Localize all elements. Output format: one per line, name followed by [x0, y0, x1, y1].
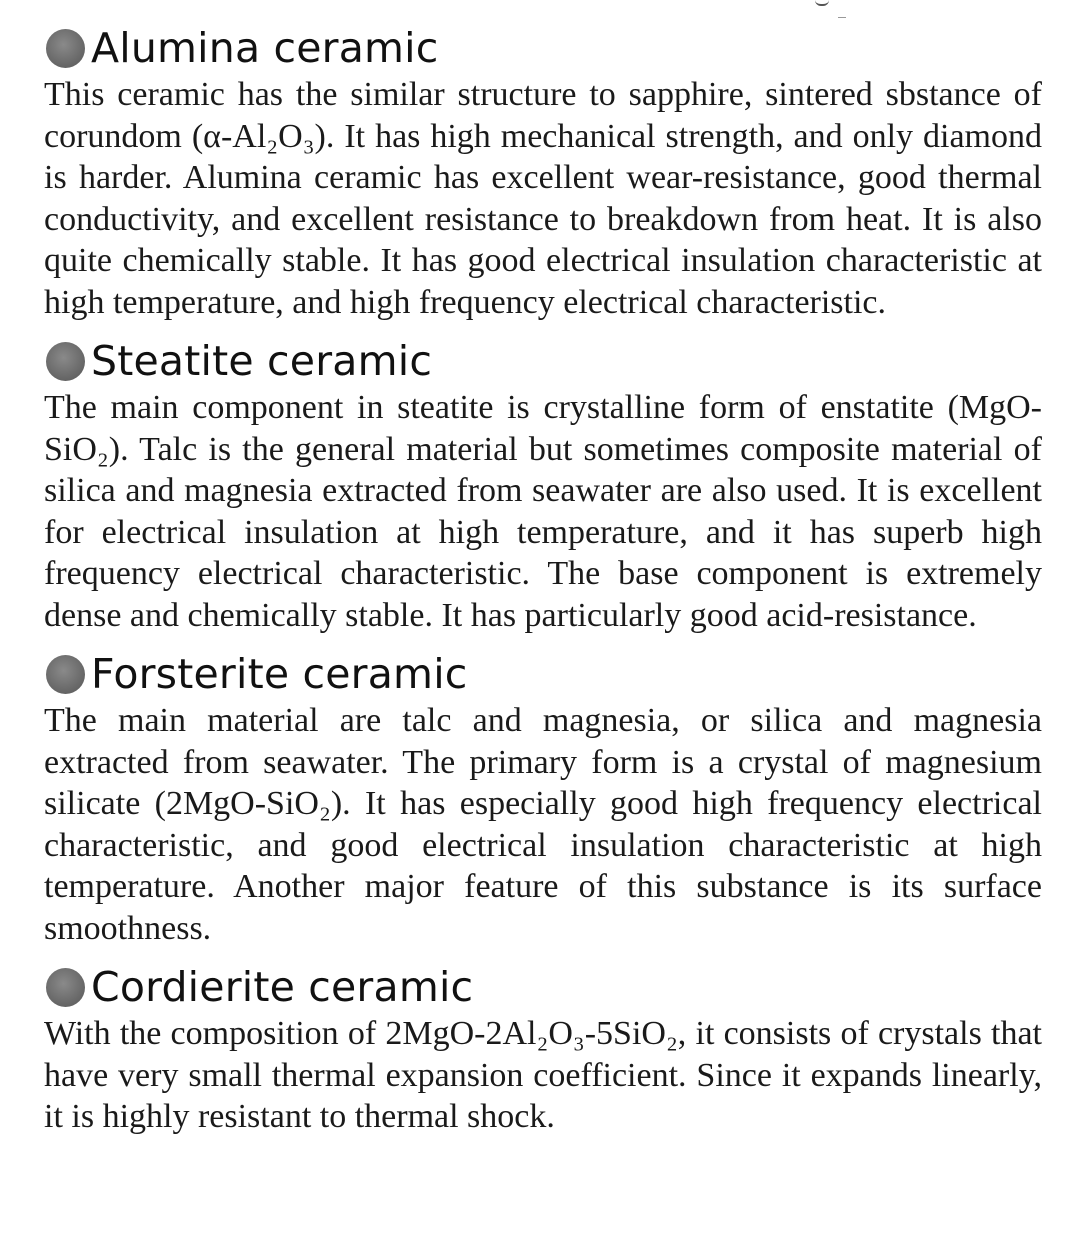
section-body: This ceramic has the similar structure to sapphire, sintered sbstance of corundom (α-Al₂O₃). It has high mechanical strength, and only diamond is harder. Alumina ceramic has excellent wear-resistance, good thermal conductivity, and excellent resistance to breakdown from heat. It is also quite chemically stable. It has good electrical insulation characteristic at high temperature, and high frequency electrical characteristic.: [44, 76, 1042, 321]
section-steatite: [44, 335, 1042, 636]
section-forsterite: [44, 648, 1042, 949]
section-body: With the composition of 2MgO-2Al₂O₃-5SiO₂, it consists of crystals that have very small thermal expansion coefficient. Since it expands linearly, it is highly resistant to thermal shock.: [44, 1015, 1042, 1135]
bullet-circle-icon: [46, 968, 85, 1007]
scan-artifact-mark: [815, 0, 829, 6]
section-body: The main component in steatite is crystalline form of enstatite (MgO-SiO₂). Talc is the general material but sometimes composite material of silica and magnesia extracted from seawater are also used. It is excellent for electrical insulation at high temperature, and it has superb high frequency electrical characteristic. The base component is extremely dense and chemically stable. It has particularly good acid-resistance.: [44, 389, 1042, 634]
section-heading: [46, 648, 1042, 700]
section-cordierite: [44, 961, 1042, 1138]
section-alumina: [44, 22, 1042, 323]
bullet-circle-icon: [46, 342, 85, 381]
document-page: [44, 22, 1042, 1150]
section-heading: [46, 961, 1042, 1013]
bullet-circle-icon: [46, 29, 85, 68]
section-title-text: Forsterite ceramic: [91, 650, 468, 698]
section-heading: [46, 22, 1042, 74]
section-body: The main material are talc and magnesia, or silica and magnesia extracted from seawater. The primary form is a crystal of magnesium silicate (2MgO-SiO₂). It has especially good high frequency electrical characteristic, and good electrical insulation characteristic at high temperature. Another major feature of this substance is its surface smoothness.: [44, 702, 1042, 947]
section-title-text: Alumina ceramic: [91, 24, 439, 72]
section-title-text: Steatite ceramic: [91, 337, 433, 385]
section-heading: [46, 335, 1042, 387]
scan-artifact-dash: [838, 17, 846, 18]
bullet-circle-icon: [46, 655, 85, 694]
section-title-text: Cordierite ceramic: [91, 963, 474, 1011]
